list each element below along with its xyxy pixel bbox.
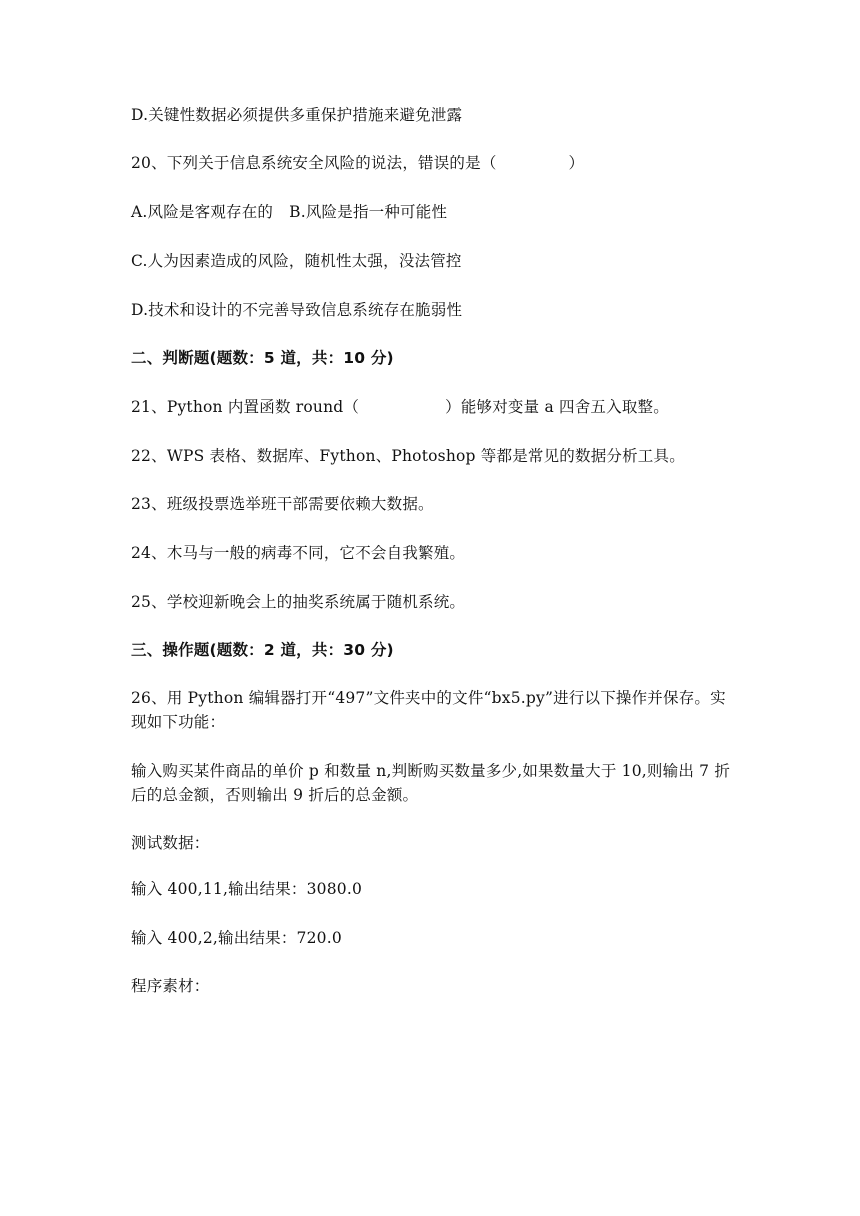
section-3-title: 三、操作题(题数：2 道，共：30 分) [131, 641, 394, 659]
q20-option-d: D.技术和设计的不完善导致信息系统存在脆弱性 [131, 301, 463, 319]
q20-option-c: C.人为因素造成的风险，随机性太强，没法管控 [131, 252, 462, 270]
section-2-title: 二、判断题(题数：5 道，共：10 分) [131, 349, 394, 367]
q20-option-b: B.风险是指一种可能性 [289, 203, 448, 221]
q24-statement: 24、木马与一般的病毒不同，它不会自我繁殖。 [131, 544, 466, 562]
test-case-1: 输入 400,11,输出结果：3080.0 [131, 880, 363, 898]
q23-statement: 23、班级投票选举班干部需要依赖大数据。 [131, 495, 434, 513]
test-data-label: 测试数据： [131, 834, 210, 852]
q26-description: 输入购买某件商品的单价 p 和数量 n,判断购买数量多少,如果数量大于 10,则输出 7 折后的总金额，否则输出 9 折后的总金额。 [131, 762, 731, 804]
q22-statement: 22、WPS 表格、数据库、Fython、Photoshop 等都是常见的数据分析工具。 [131, 447, 685, 465]
q20-option-a: A.风险是客观存在的 [131, 203, 274, 221]
q21-statement [131, 395, 741, 419]
q25-statement: 25、学校迎新晚会上的抽奖系统属于随机系统。 [131, 593, 466, 611]
q20-options-ab [131, 200, 741, 224]
q21-suffix: ）能够对变量 a 四舍五入取整。 [445, 398, 669, 416]
q26-stem: 26、用 Python 编辑器打开“497”文件夹中的文件“bx5.py”进行以下操作并保存。实现如下功能： [131, 689, 726, 731]
q20-stem-suffix: ） [568, 154, 585, 172]
q21-prefix: 21、Python 内置函数 round（ [131, 398, 360, 416]
program-material-label: 程序素材： [131, 977, 210, 995]
q20-stem-prefix: 20、下列关于信息系统安全风险的说法，错误的是（ [131, 154, 497, 172]
q20-stem [131, 151, 741, 175]
q19-option-d: D.关键性数据必须提供多重保护措施来避免泄露 [131, 106, 463, 124]
test-case-2: 输入 400,2,输出结果：720.0 [131, 929, 342, 947]
